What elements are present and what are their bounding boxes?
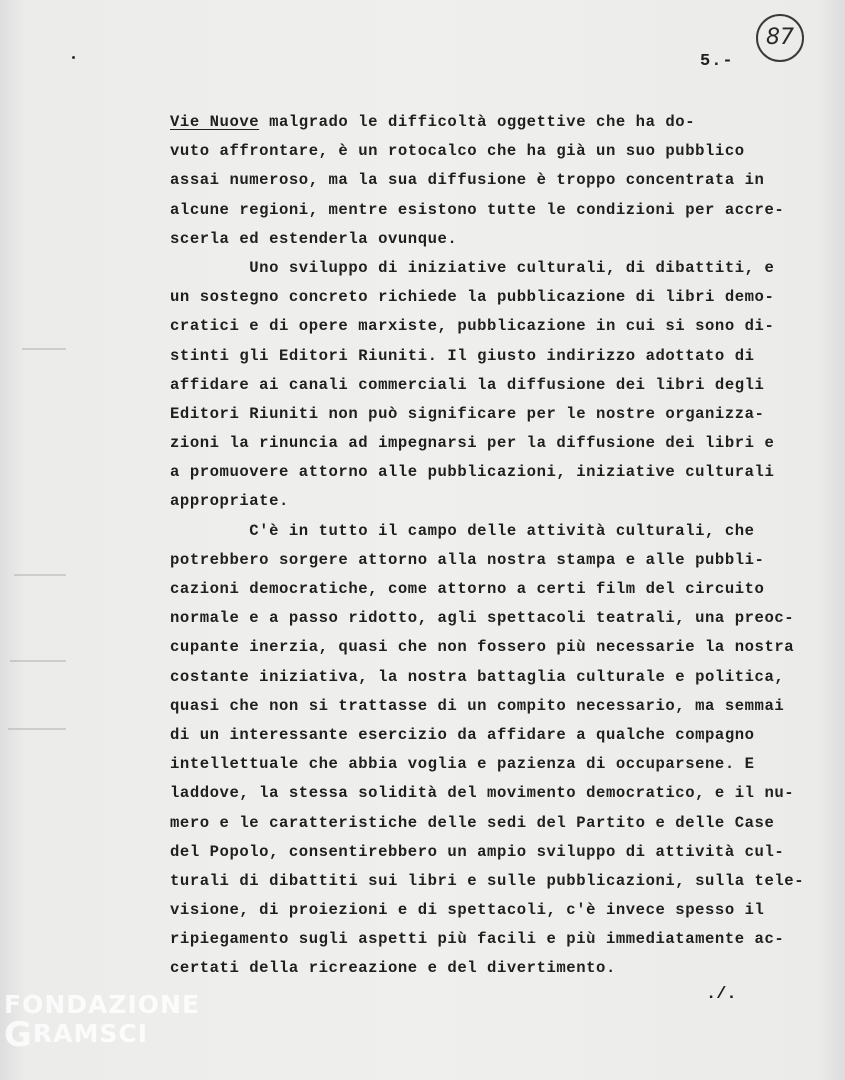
text-segment: cratici e di opere marxiste, pubblicazione in cui si sono di- <box>170 317 775 336</box>
text-line <box>170 809 820 838</box>
text-line <box>170 954 820 983</box>
body-text <box>170 108 820 984</box>
margin-mark <box>22 348 66 350</box>
text-line <box>170 750 820 779</box>
text-line <box>170 838 820 867</box>
text-line <box>170 254 820 283</box>
text-segment: turali di dibattiti sui libri e sulle pubblicazioni, sulla tele- <box>170 871 805 890</box>
watermark-line-1: FONDAZIONE <box>4 990 201 1019</box>
text-segment: quasi che non si trattasse di un compito necessario, ma semmai <box>170 696 785 715</box>
text-line <box>170 108 820 137</box>
text-segment: certati della ricreazione e del divertimento. <box>170 959 616 978</box>
text-segment: normale e a passo ridotto, agli spettacoli teatrali, una preoc- <box>170 609 795 628</box>
text-segment: C'è in tutto il campo delle attività culturali, che <box>170 521 755 540</box>
text-segment: scerla ed estenderla ovunque. <box>170 229 458 248</box>
text-segment: intellettuale che abbia voglia e pazienza di occuparsene. E <box>170 755 755 774</box>
text-line <box>170 867 820 896</box>
text-line <box>170 663 820 692</box>
text-segment: potrebbero sorgere attorno alla nostra stampa e alle pubbli- <box>170 550 765 569</box>
continuation-mark: ./. <box>706 985 737 1004</box>
fondazione-gramsci-watermark <box>4 990 201 1055</box>
text-line <box>170 896 820 925</box>
text-segment: appropriate. <box>170 492 289 511</box>
margin-mark <box>8 728 66 730</box>
folio-number: 87 <box>756 14 804 62</box>
text-line <box>170 546 820 575</box>
text-segment: di un interessante esercizio da affidare a qualche compagno <box>170 725 755 744</box>
text-segment: costante iniziativa, la nostra battaglia culturale e politica, <box>170 667 785 686</box>
text-line <box>170 196 820 225</box>
text-segment: un sostegno concreto richiede la pubblicazione di libri demo- <box>170 288 775 307</box>
text-line <box>170 633 820 662</box>
text-line <box>170 925 820 954</box>
text-segment: Uno sviluppo di iniziative culturali, di dibattiti, e <box>170 258 775 277</box>
text-line <box>170 517 820 546</box>
text-segment: del Popolo, consentirebbero un ampio sviluppo di attività cul- <box>170 842 785 861</box>
text-segment: ripiegamento sugli aspetti più facili e più immediatamente ac- <box>170 930 785 949</box>
text-segment: laddove, la stessa solidità del movimento democratico, e il nu- <box>170 784 795 803</box>
watermark-g: G <box>4 1015 33 1055</box>
text-segment: visione, di proiezioni e di spettacoli, c'è invece spesso il <box>170 901 765 920</box>
text-line <box>170 166 820 195</box>
text-line <box>170 779 820 808</box>
text-line <box>170 575 820 604</box>
watermark-line-2: RAMSCI <box>32 1019 149 1048</box>
text-line <box>170 604 820 633</box>
text-line <box>170 487 820 516</box>
text-line <box>170 400 820 429</box>
text-line <box>170 342 820 371</box>
text-line <box>170 458 820 487</box>
text-segment: affidare ai canali commerciali la diffusione dei libri degli <box>170 375 765 394</box>
text-segment: assai numeroso, ma la sua diffusione è troppo concentrata in <box>170 171 765 190</box>
ink-speck <box>72 56 75 59</box>
text-line <box>170 225 820 254</box>
text-line <box>170 137 820 166</box>
text-segment: vuto affrontare, è un rotocalco che ha già un suo pubblico <box>170 142 745 161</box>
underlined-title: Vie Nuove <box>170 113 260 131</box>
text-line <box>170 721 820 750</box>
text-line <box>170 692 820 721</box>
text-segment: stinti gli Editori Riuniti. Il giusto indirizzo adottato di <box>170 346 755 365</box>
text-segment: malgrado le difficoltà oggettive che ha do- <box>259 113 696 131</box>
text-segment: cupante inerzia, quasi che non fossero più necessarie la nostra <box>170 638 795 657</box>
text-segment: zioni la rinuncia ad impegnarsi per la diffusione dei libri e <box>170 434 775 453</box>
text-segment: alcune regioni, mentre esistono tutte le condizioni per accre- <box>170 200 785 219</box>
text-segment: mero e le caratteristiche delle sedi del Partito e delle Case <box>170 813 775 832</box>
page-number: 5.- <box>700 52 734 71</box>
text-segment: a promuovere attorno alle pubblicazioni, iniziative culturali <box>170 463 775 482</box>
text-line <box>170 429 820 458</box>
text-segment: Editori Riuniti non può significare per le nostre organizza- <box>170 404 765 423</box>
text-line <box>170 312 820 341</box>
margin-mark <box>14 574 66 576</box>
text-line <box>170 371 820 400</box>
text-line <box>170 283 820 312</box>
text-segment: cazioni democratiche, come attorno a certi film del circuito <box>170 580 765 598</box>
margin-mark <box>10 660 66 662</box>
